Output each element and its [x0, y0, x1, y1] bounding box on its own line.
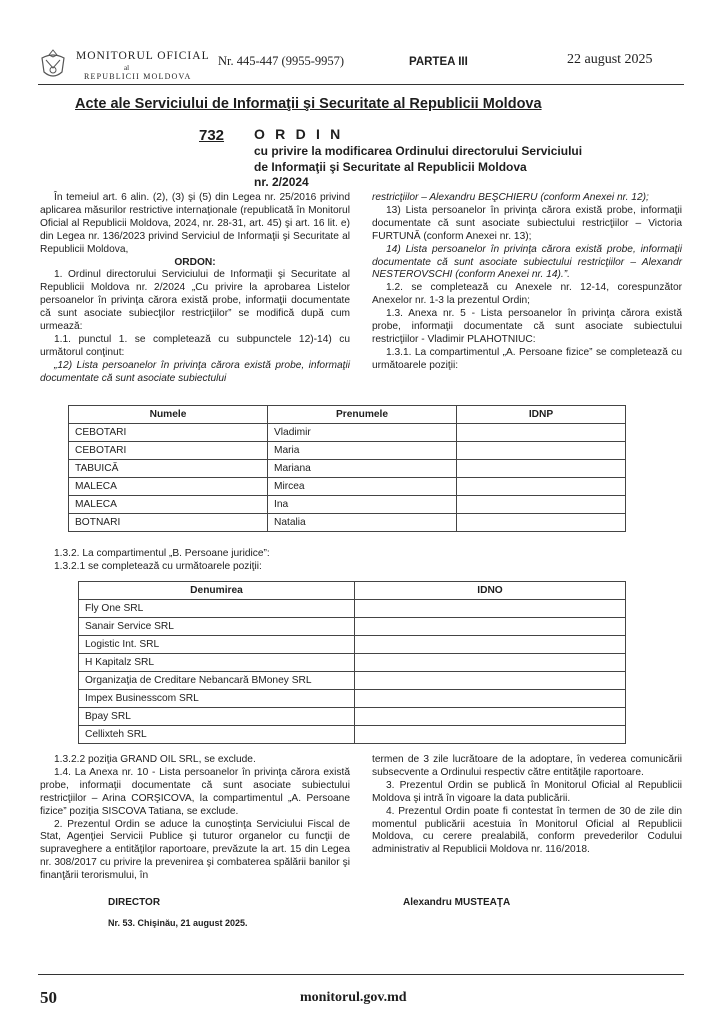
order-reference: Nr. 53. Chişinău, 21 august 2025.	[108, 918, 248, 928]
issue-number: Nr. 445-447 (9955-9957)	[218, 54, 345, 68]
table-cell: Vladimir	[268, 424, 457, 442]
coat-of-arms-icon	[36, 48, 70, 82]
mid-text	[40, 548, 680, 574]
column-header: IDNO	[355, 582, 626, 600]
table-cell: TABUICĂ	[69, 460, 268, 478]
left-column	[40, 192, 350, 386]
table-cell	[355, 600, 626, 618]
paragraph: În temeiul art. 6 alin. (2), (3) şi (5) din Legea nr. 25/2016 privind aplicarea măsurilor restrictive internaţionale (republicată în Monitorul Oficial al Republicii Moldova, 2024, nr. 28-31, art. 45) şi art. 16 lit. e) din Legea nr. 136/2023 privind Serviciul de Informaţii şi Securitate al Republicii Moldova,	[40, 192, 350, 255]
table-cell	[355, 708, 626, 726]
table-cell	[457, 460, 626, 478]
table-cell	[355, 654, 626, 672]
bottom-right-column	[372, 754, 682, 857]
table-cell: Maria	[268, 442, 457, 460]
paragraph: 1.3.1. La compartimentul „A. Persoane fizice” se completează cu următoarele poziţii:	[372, 346, 682, 371]
table-cell	[457, 424, 626, 442]
paragraph: 4. Prezentul Ordin poate fi contestat în termen de 30 de zile din momentul publicării acestuia în Monitorul Oficial al Republicii Moldova, cu cerere prealabilă, conform prevederilor Codului administrativ al Republicii Moldova nr. 116/2018.	[372, 805, 682, 856]
table-row	[79, 708, 626, 726]
part-label: PARTEA III	[409, 56, 468, 68]
ordon-heading: ORDON:	[174, 256, 216, 268]
table-row	[79, 618, 626, 636]
table-row	[79, 690, 626, 708]
table-cell: Mariana	[268, 460, 457, 478]
table-cell: Cellixteh SRL	[79, 726, 355, 744]
brand-country: REPUBLICII MOLDOVA	[84, 72, 192, 81]
table-cell: Fly One SRL	[79, 600, 355, 618]
column-header: Prenumele	[268, 406, 457, 424]
paragraph: 1.2. se completează cu Anexele nr. 12-14, corespunzător Anexelor nr. 1-3 la prezentul Ordin;	[372, 282, 682, 307]
table-cell: MALECA	[69, 496, 268, 514]
table-header-row	[69, 406, 626, 424]
table-row	[79, 672, 626, 690]
table-cell	[457, 478, 626, 496]
table-row	[79, 600, 626, 618]
table-cell: Impex Businesscom SRL	[79, 690, 355, 708]
table-cell: Organizaţia de Creditare Nebancară BMoney SRL	[79, 672, 355, 690]
table-row	[79, 726, 626, 744]
table-cell: CEBOTARI	[69, 424, 268, 442]
table-cell	[355, 690, 626, 708]
order-kind: O R D I N	[254, 126, 344, 142]
paragraph: restricţiilor – Alexandru BEŞCHIERU (conform Anexei nr. 12);	[372, 192, 649, 203]
site-link[interactable]: monitorul.gov.md	[300, 990, 407, 1005]
table-cell: Sanair Service SRL	[79, 618, 355, 636]
table-header-row	[79, 582, 626, 600]
table-row	[69, 442, 626, 460]
table-cell	[457, 496, 626, 514]
header-rule	[38, 84, 684, 85]
column-header: Numele	[69, 406, 268, 424]
paragraph: „12) Lista persoanelor în privinţa cărora există probe, informaţii documentate că sunt asociate subiectului	[40, 359, 350, 384]
table-cell: MALECA	[69, 478, 268, 496]
table-cell: Bpay SRL	[79, 708, 355, 726]
column-header: Denumirea	[79, 582, 355, 600]
paragraph: 1.3.2. La compartimentul „B. Persoane juridice”:	[54, 548, 270, 559]
table-cell	[457, 442, 626, 460]
page-number: 50	[40, 988, 57, 1007]
footer-rule	[38, 974, 684, 975]
subtitle-line: nr. 2/2024	[254, 175, 309, 189]
table-cell: BOTNARI	[69, 514, 268, 532]
signature-role: DIRECTOR	[108, 897, 161, 908]
bottom-left-column	[40, 754, 350, 883]
right-column	[372, 192, 682, 373]
paragraph: 13) Lista persoanelor în privinţa cărora există probe, informaţii documentate că sunt asociate subiectului restricţiilor – Victoria FURTUNĂ (conform Anexei nr. 13);	[372, 204, 682, 242]
persons-table	[68, 405, 626, 532]
table-cell	[355, 726, 626, 744]
paragraph: 2. Prezentul Ordin se aduce la cunoştinţa Serviciului Fiscal de Stat, Agenţiei Servicii Publice şi tuturor organelor cu funcţii de supraveghere a entităţilor raportoare, prevăzute la art. 15 din Legea nr. 308/2017 cu privire la prevenirea şi combaterea spălării banilor şi finanţării terorismului, în	[40, 818, 350, 882]
brand-al: al	[124, 64, 130, 72]
table-cell: Mircea	[268, 478, 457, 496]
paragraph: 1.3. Anexa nr. 5 - Lista persoanelor în privinţa cărora există probe, informaţii documentate că sunt asociate subiectului restricţiilor - Vladimir PLAHOTNIUC:	[372, 308, 682, 345]
entities-table	[78, 581, 626, 744]
table-cell: CEBOTARI	[69, 442, 268, 460]
table-cell: H Kapitalz SRL	[79, 654, 355, 672]
order-number: 732	[199, 127, 225, 144]
paragraph: termen de 3 zile lucrătoare de la adoptare, în vederea comunicării subsecvente a Ordinului respectiv către entităţile raportoare.	[372, 754, 682, 778]
table-cell	[355, 672, 626, 690]
paragraph: 1.1. punctul 1. se completează cu subpunctele 12)-14) cu următorul conţinut:	[40, 333, 350, 358]
issue-date: 22 august 2025	[567, 52, 653, 67]
paragraph: 1.3.2.1 se completează cu următoarele poziţii:	[54, 560, 262, 572]
subtitle-line: de Informaţii şi Securitate al Republicii Moldova	[254, 159, 527, 174]
section-title: Acte ale Serviciului de Informaţii şi Securitate al Republicii Moldova	[75, 96, 542, 112]
table-row	[79, 654, 626, 672]
table-row	[69, 478, 626, 496]
table-cell: Natalia	[268, 514, 457, 532]
paragraph: 1.3.2.2 poziţia GRAND OIL SRL, se exclude.	[54, 754, 256, 765]
paragraph: 14) Lista persoanelor în privinţa cărora există probe, informaţii documentate că sunt asociate subiectului restricţiilor – Alexandr NESTEROVSCHI (conform Anexei nr. 14).”.	[372, 243, 682, 281]
table-row	[69, 496, 626, 514]
table-cell	[355, 636, 626, 654]
table-row	[69, 424, 626, 442]
table-cell: Logistic Int. SRL	[79, 636, 355, 654]
paragraph: 1.4. La Anexa nr. 10 - Lista persoanelor în privinţa cărora există probe, informaţii documentate că sunt asociate subiectului restricţiilor – Arina CORŞICOVA, la compartimentul „A. Persoane fizice” poziţia SISCOVA Tatiana, se exclude.	[40, 766, 350, 817]
table-cell	[457, 514, 626, 532]
paragraph: 3. Prezentul Ordin se publică în Monitorul Oficial al Republicii Moldova şi intră în vigoare la data publicării.	[372, 779, 682, 804]
table-row	[69, 514, 626, 532]
column-header: IDNP	[457, 406, 626, 424]
table-row	[79, 636, 626, 654]
paragraph: 1. Ordinul directorului Serviciului de Informaţii şi Securitate al Republicii Moldova nr. 2/2024 „Cu privire la aprobarea Listelor persoanelor în privinţa cărora există probe, informaţii documentate că sunt asociate subiecţilor restricţiilor” se modifică după cum urmează:	[40, 269, 350, 333]
table-row	[69, 460, 626, 478]
signature-name: Alexandru MUSTEAŢA	[403, 897, 511, 908]
table-cell	[355, 618, 626, 636]
brand-name: MONITORUL OFICIAL	[76, 50, 210, 62]
subtitle-line: cu privire la modificarea Ordinului directorului Serviciului	[254, 144, 583, 158]
table-cell: Ina	[268, 496, 457, 514]
order-subtitle	[254, 144, 582, 191]
